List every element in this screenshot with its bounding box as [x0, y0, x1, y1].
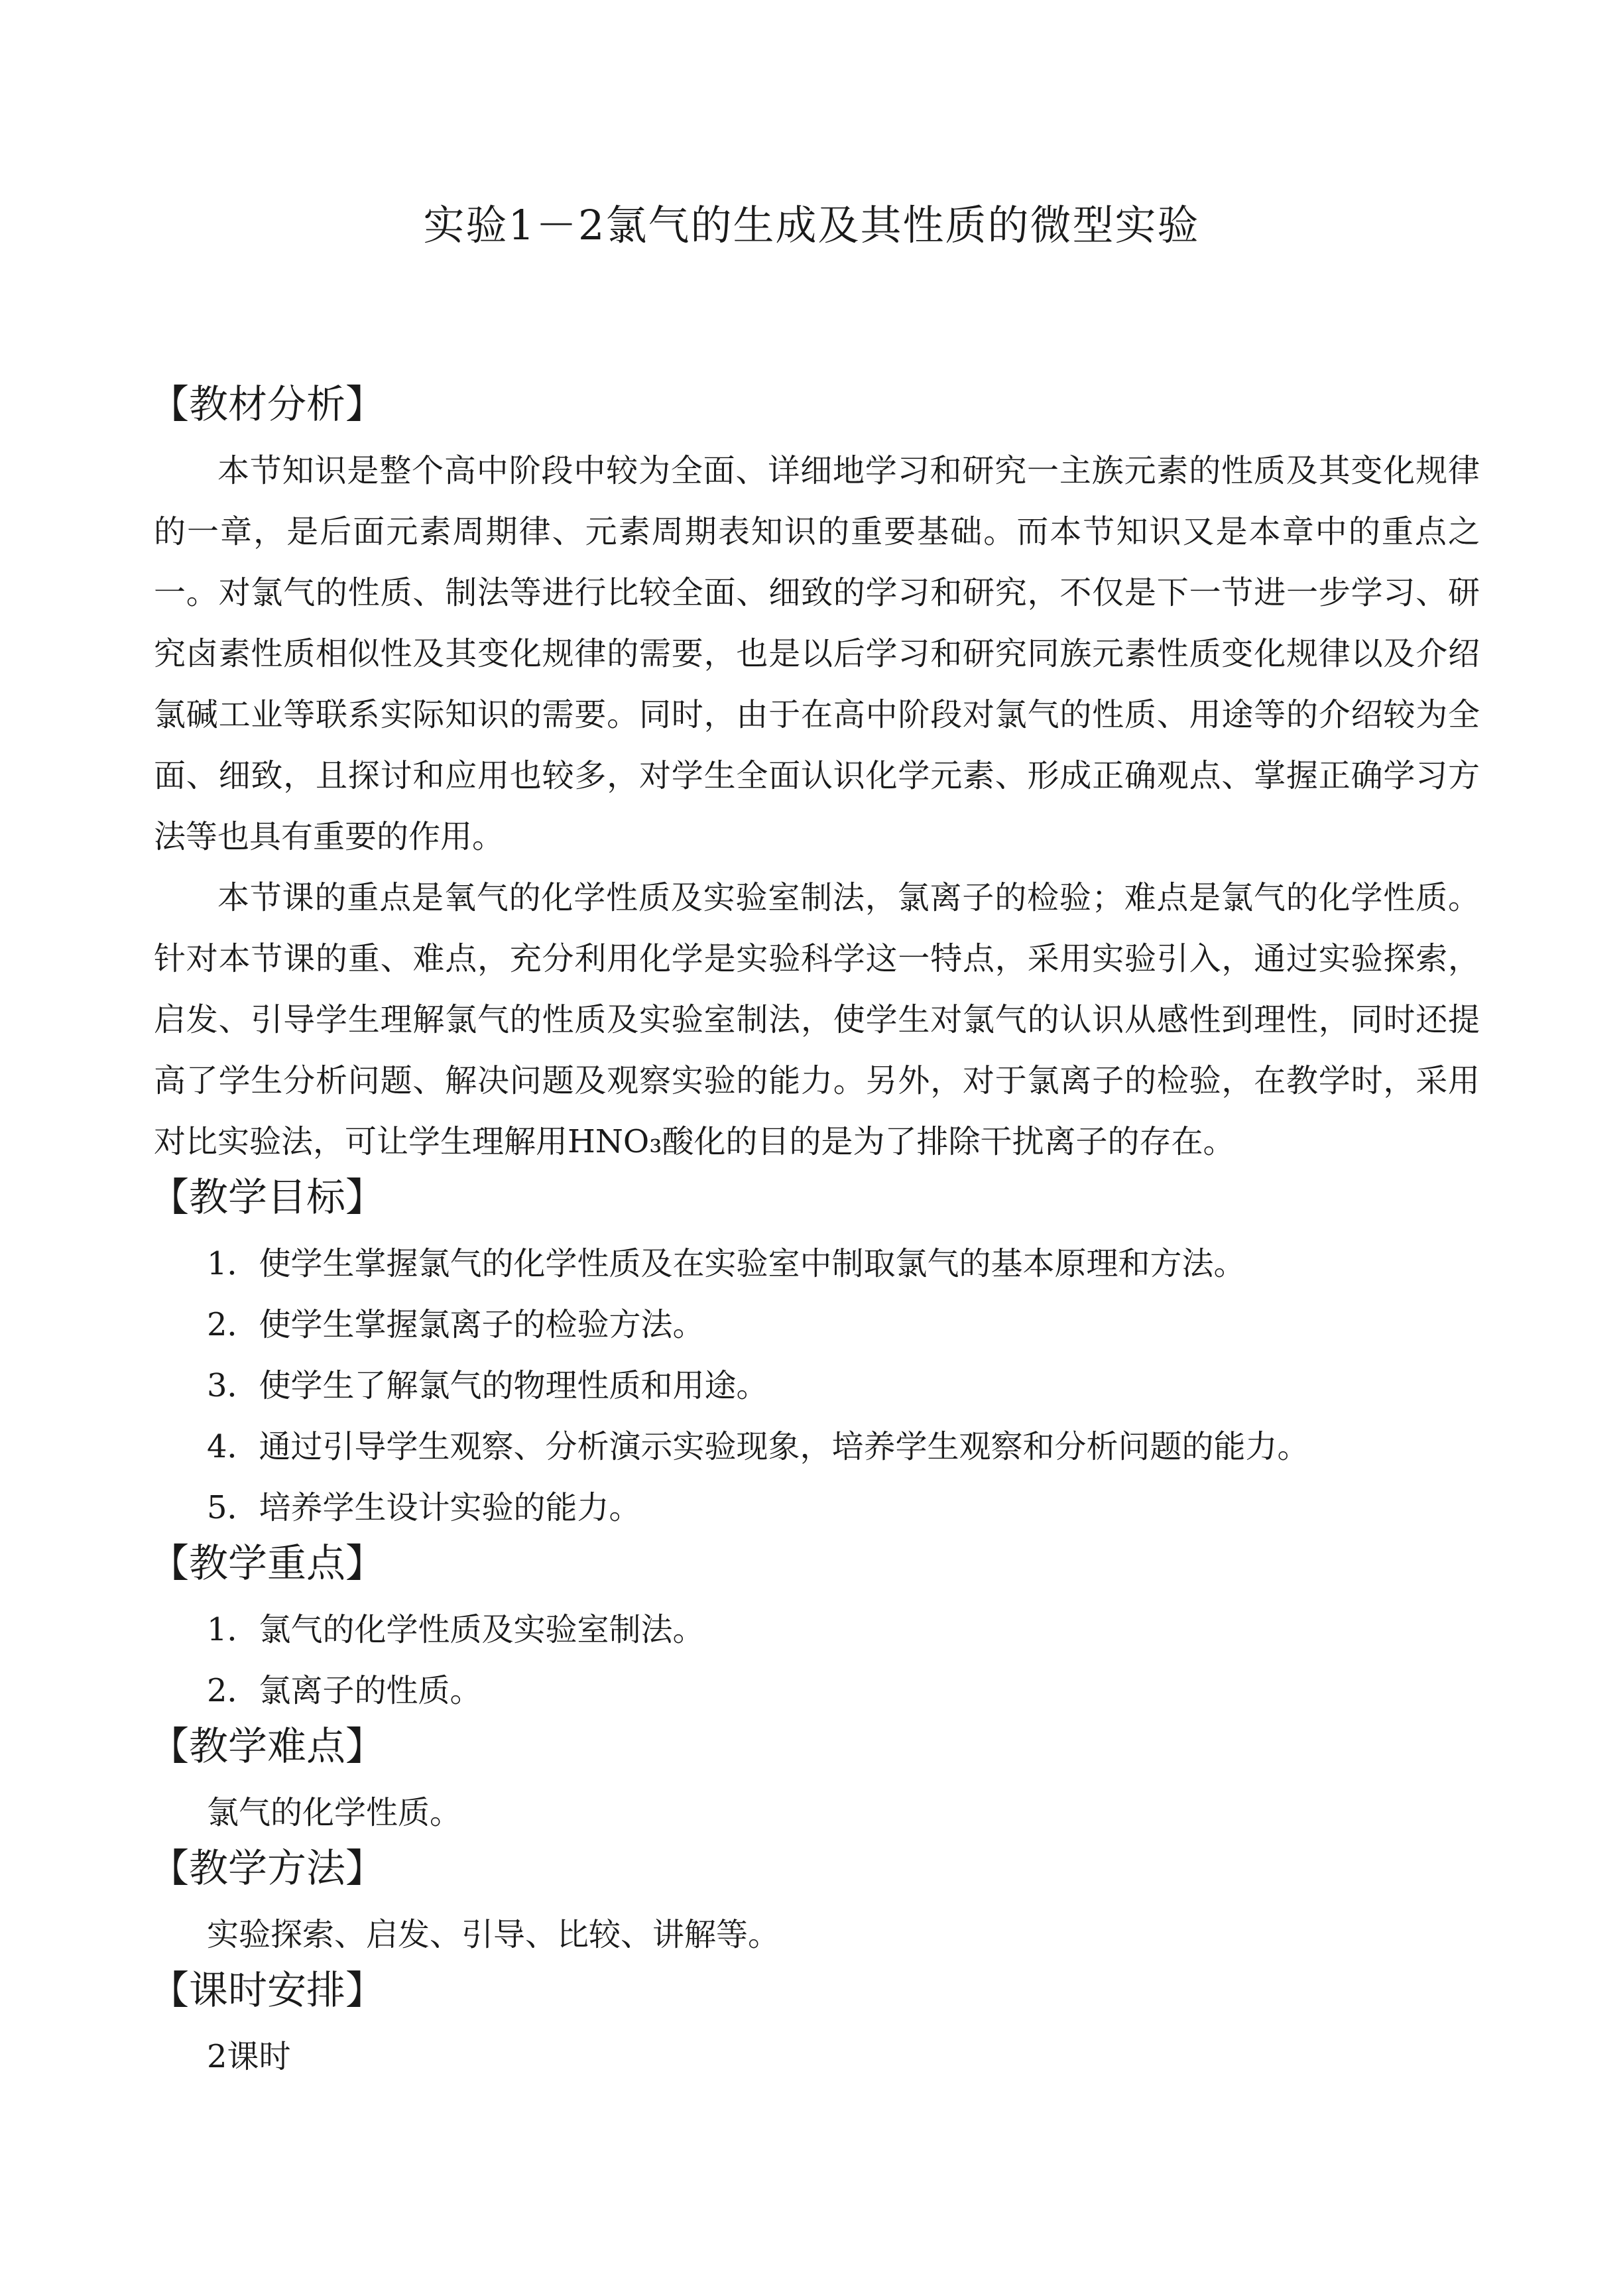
key-point-item: 1．氯气的化学性质及实验室制法。 [207, 1611, 705, 1648]
section-heading-key-points: 【教学重点】 [150, 1540, 385, 1586]
schedule-item: 2课时 [207, 2038, 291, 2075]
section-heading-methods: 【教学方法】 [150, 1845, 385, 1891]
section-schedule [150, 1965, 1480, 2087]
section-heading-difficulties: 【教学难点】 [150, 1723, 385, 1769]
section-heading-objectives: 【教学目标】 [150, 1174, 385, 1220]
objective-item: 5．培养学生设计实验的能力。 [207, 1489, 641, 1526]
objective-item: 1．使学生掌握氯气的化学性质及在实验室中制取氯气的基本原理和方法。 [207, 1245, 1246, 1282]
section-key-points [150, 1538, 1480, 1721]
key-point-item: 2．氯离子的性质。 [207, 1672, 482, 1709]
difficulty-item: 氯气的化学性质。 [207, 1794, 462, 1831]
objective-item: 3．使学生了解氯气的物理性质和用途。 [207, 1367, 768, 1404]
section-objectives [150, 1172, 1480, 1538]
method-item: 实验探索、启发、引导、比较、讲解等。 [207, 1916, 780, 1953]
analysis-paragraph: 本节知识是整个高中阶段中较为全面、详细地学习和研究一主族元素的性质及其变化规律的一章，是后面元素周期律、元素周期表知识的重要基础。而本节知识又是本章中的重点之一。对氯气的性质、制法等进行比较全面、细致的学习和研究，不仅是下一节进一步学习、研究卤素性质相似性及其变化规律的需要，也是以后学习和研究同族元素性质变化规律以及介绍氯碱工业等联系实际知识的需要。同时，由于在高中阶段对氯气的性质、用途等的介绍较为全面、细致，且探讨和应用也较多，对学生全面认识化学元素、形成正确观点、掌握正确学习方法等也具有重要的作用。 [154, 452, 1480, 855]
section-methods [150, 1843, 1480, 1965]
section-heading-analysis: 【教材分析】 [150, 381, 385, 427]
section-difficulties [150, 1721, 1480, 1843]
objective-item: 4．通过引导学生观察、分析演示实验现象，培养学生观察和分析问题的能力。 [207, 1428, 1309, 1465]
analysis-paragraph: 本节课的重点是氧气的化学性质及实验室制法，氯离子的检验；难点是氯气的化学性质。针对本节课的重、难点，充分利用化学是实验科学这一特点，采用实验引入，通过实验探索，启发、引导学生理解氯气的性质及实验室制法，使学生对氯气的认识从感性到理性，同时还提高了学生分析问题、解决问题及观察实验的能力。另外，对于氯离子的检验，在教学时，采用对比实验法，可让学生理解用HNO₃酸化的目的是为了排除干扰离子的存在。 [154, 879, 1480, 1160]
section-analysis [150, 379, 1480, 1172]
section-heading-schedule: 【课时安排】 [150, 1967, 385, 2013]
objective-item: 2．使学生掌握氯离子的检验方法。 [207, 1306, 705, 1343]
page-title: 实验1－2氯气的生成及其性质的微型实验 [423, 201, 1200, 249]
document-body [150, 379, 1480, 2087]
